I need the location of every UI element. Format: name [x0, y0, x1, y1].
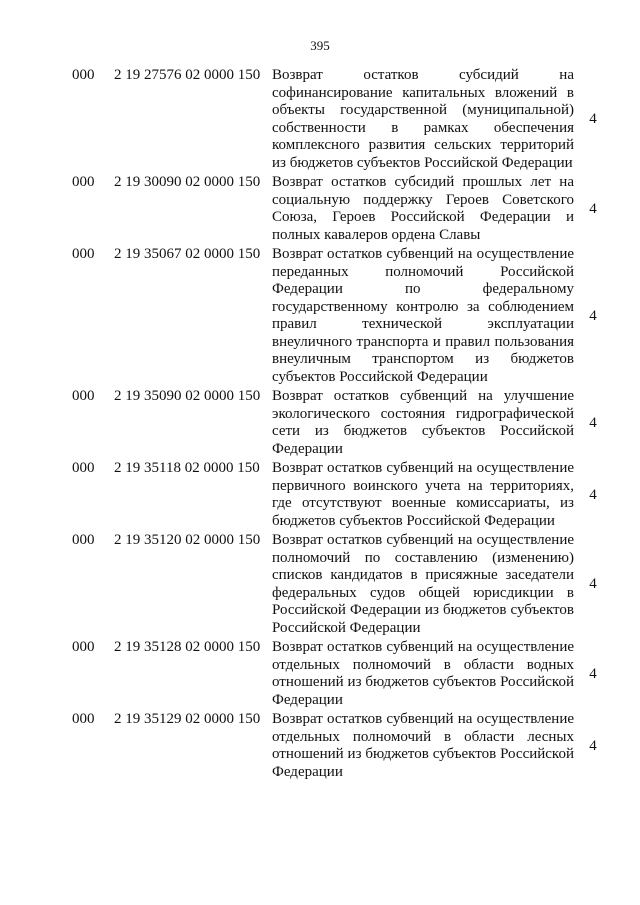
table-row	[72, 460, 612, 530]
page-number: 395	[310, 38, 330, 53]
admin-code-cell: 000	[72, 460, 95, 476]
income-name-cell: Возврат остатков субвенций на улучшение экологического состояния гидрографической сети из бюджетов субъектов Российской Федерации	[272, 388, 574, 457]
column-4-cell: 4	[589, 111, 597, 127]
income-name-cell: Возврат остатков субвенций на осуществление переданных полномочий Российской Федерации по федеральному государственному контролю за соблюдением правил технической эксплуатации внеуличного транспорта и правил пользования внеуличным транспортом из бюджетов субъектов Российской Федерации	[272, 246, 574, 385]
admin-code-cell: 000	[72, 388, 95, 404]
admin-code-cell: 000	[72, 174, 95, 190]
table-row	[72, 532, 612, 637]
income-name-cell: Возврат остатков субсидий на софинансирование капитальных вложений в объекты государственной (муниципальной) собственности в рамках обеспечения комплексного развития сельских территорий из бюджетов субъектов Российской Федерации	[272, 67, 574, 171]
table-row	[72, 67, 612, 172]
kbk-code-cell: 2 19 35128 02 0000 150	[114, 639, 261, 655]
kbk-code-cell: 2 19 30090 02 0000 150	[114, 174, 261, 190]
column-4-cell: 4	[589, 414, 597, 431]
table-row	[72, 388, 612, 458]
kbk-code-cell: 2 19 35120 02 0000 150	[114, 532, 261, 548]
income-name-cell: Возврат остатков субвенций на осуществление первичного воинского учета на территориях, где отсутствуют военные комиссариаты, из бюджетов субъектов Российской Федерации	[272, 460, 574, 529]
budget-codes-table	[72, 67, 612, 783]
column-4-cell: 4	[589, 307, 597, 324]
income-name-cell: Возврат остатков субвенций на осуществление полномочий по составлению (изменению) списков кандидатов в присяжные заседатели федеральных судов общей юрисдикции в Российской Федерации из бюджетов субъектов Российской Федерации	[272, 532, 574, 636]
admin-code-cell: 000	[72, 711, 95, 727]
table-row	[72, 711, 612, 781]
table-row	[72, 174, 612, 244]
column-4-cell: 4	[589, 486, 597, 503]
table-row	[72, 246, 612, 386]
admin-code-cell: 000	[72, 532, 95, 548]
kbk-code-cell: 2 19 35090 02 0000 150	[114, 388, 261, 404]
kbk-code-cell: 2 19 27576 02 0000 150	[114, 67, 261, 83]
column-4-cell: 4	[589, 576, 597, 592]
admin-code-cell: 000	[72, 246, 95, 262]
admin-code-cell: 000	[72, 67, 95, 83]
admin-code-cell: 000	[72, 639, 95, 655]
column-4-cell: 4	[589, 200, 597, 217]
kbk-code-cell: 2 19 35129 02 0000 150	[114, 711, 261, 727]
income-name-cell: Возврат остатков субсидий прошлых лет на социальную поддержку Героев Советского Союза, Героев Российской Федерации и полных кавалеров ордена Славы	[272, 174, 574, 243]
income-name-cell: Возврат остатков субвенций на осуществление отдельных полномочий в области водных отношений из бюджетов субъектов Российской Федерации	[272, 639, 574, 708]
kbk-code-cell: 2 19 35118 02 0000 150	[114, 460, 260, 476]
column-4-cell: 4	[589, 665, 597, 682]
column-4-cell: 4	[589, 737, 597, 754]
income-name-cell: Возврат остатков субвенций на осуществление отдельных полномочий в области лесных отношений из бюджетов субъектов Российской Федерации	[272, 711, 574, 780]
kbk-code-cell: 2 19 35067 02 0000 150	[114, 246, 261, 262]
table-row	[72, 639, 612, 709]
